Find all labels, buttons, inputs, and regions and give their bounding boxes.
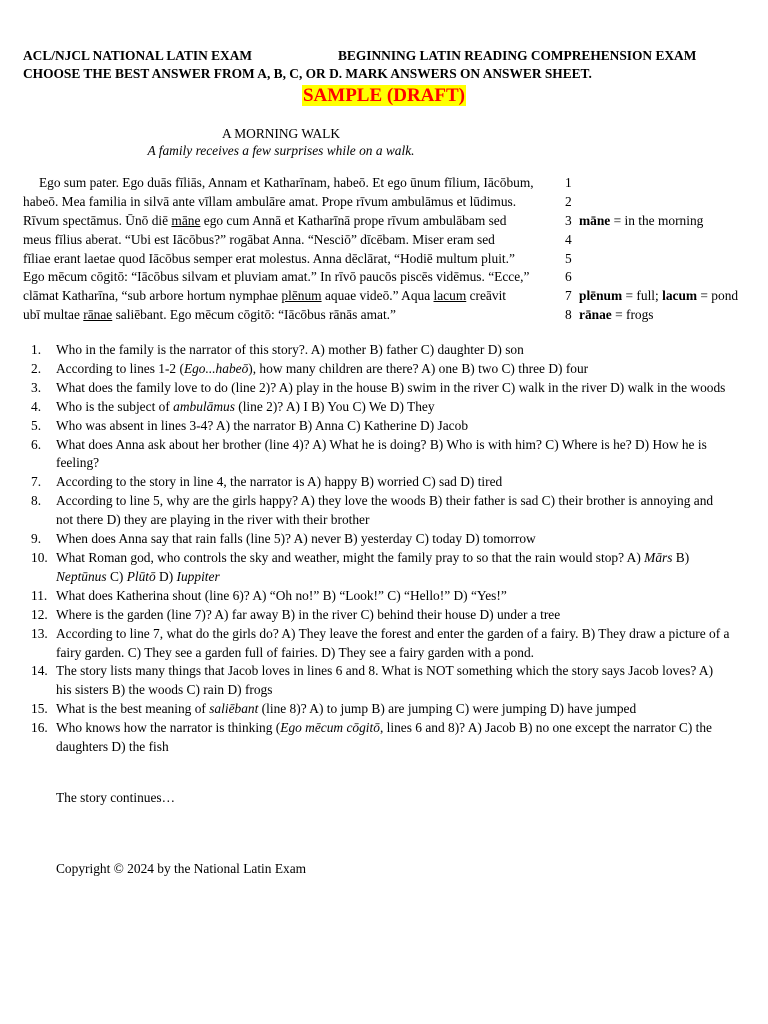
question-item — [31, 719, 731, 757]
text-segment: creāvit — [466, 288, 507, 304]
line-number: 5 — [565, 250, 572, 266]
gloss-definition: = pond — [697, 288, 739, 304]
question-number: 16. — [31, 720, 48, 736]
line-number: 6 — [565, 269, 572, 285]
question-item — [31, 341, 731, 360]
exam-instructions: CHOOSE THE BEST ANSWER FROM A, B, C, OR D. MARK ANSWERS ON ANSWER SHEET. — [23, 66, 592, 81]
sample-banner — [0, 84, 768, 108]
passage-text — [23, 287, 506, 306]
question-item — [31, 625, 731, 663]
question-item — [31, 662, 731, 700]
exam-organization-title: ACL/NJCL NATIONAL LATIN EXAM — [23, 48, 253, 63]
question-item — [31, 417, 731, 436]
question-number: 11. — [31, 587, 48, 603]
passage-text: fīliae erant laetae quod Iācōbus semper erat molestus. Anna dēclārat, “Hodiē multum pluit.” — [23, 250, 515, 266]
passage-text: Ego sum pater. Ego duās fīliās, Annam et Katharīnam, habeō. Et ego ūnum fīlium, Iācōbum, — [39, 175, 534, 190]
line-number: 7 — [565, 288, 572, 304]
latin-term: Mārs — [644, 549, 673, 565]
text-segment: D) — [155, 568, 177, 584]
question-item — [31, 436, 731, 474]
line-number: 3 — [565, 212, 572, 228]
question-number: 7. — [31, 474, 42, 490]
question-text: What does Anna ask about her brother (line 4)? A) What he is doing? B) Who is with him? C) Where is he? D) How he is feeling? — [56, 436, 707, 471]
question-text: Who in the family is the narrator of this story?. A) mother B) father C) daughter D) son — [56, 342, 524, 357]
glossed-word: lacum — [433, 288, 467, 304]
sample-draft-label: SAMPLE (DRAFT) — [302, 85, 466, 106]
question-item — [31, 606, 731, 625]
latin-term: saliēbant — [209, 701, 259, 717]
text-segment: ), how many children are there? A) one B) two C) three D) four — [248, 360, 589, 376]
question-item — [31, 492, 731, 530]
question-number: 15. — [31, 701, 48, 717]
text-segment: ego cum Annā et Katharīnā prope rīvum ambulābam sed — [200, 212, 507, 228]
gloss-term: rānae — [579, 307, 612, 323]
latin-term: ambulāmus — [173, 398, 235, 414]
text-segment: , lines 6 and 8)? A) Jacob B) no one except the narrator C) the daughters D) the fish — [56, 720, 712, 755]
vocabulary-gloss — [579, 306, 654, 325]
question-number: 8. — [31, 493, 42, 509]
text-segment: What Roman god, who controls the sky and weather, might the family pray to so that the rain would stop? A) — [56, 549, 645, 565]
line-number: 4 — [565, 231, 572, 247]
text-segment: (line 2)? A) I B) You C) We D) They — [234, 398, 435, 414]
passage-line — [23, 174, 763, 193]
text-segment: aquae videō.” Aqua — [321, 288, 434, 304]
question-text: The story lists many things that Jacob loves in lines 6 and 8. What is NOT something which the story says Jacob loves? A) his sisters B) the woods C) rain D) frogs — [56, 663, 714, 698]
passage-line — [23, 287, 763, 306]
text-segment: clāmat Katharīna, “sub arbore hortum nymphae — [23, 288, 282, 304]
question-text: Where is the garden (line 7)? A) far away B) in the river C) behind their house D) under a tree — [56, 606, 561, 622]
question-text: Who was absent in lines 3-4? A) the narrator B) Anna C) Katherine D) Jacob — [56, 417, 469, 433]
text-segment: (line 8)? A) to jump B) are jumping C) were jumping D) have jumped — [258, 701, 637, 717]
question-number: 9. — [31, 531, 42, 547]
line-number: 2 — [565, 193, 572, 209]
question-text — [56, 720, 712, 754]
question-item — [31, 587, 731, 606]
text-segment: Rīvum spectāmus. Ūnō diē — [23, 212, 172, 228]
question-text: What does the family love to do (line 2)? A) play in the house B) swim in the river C) walk in the river D) walk in the woods — [56, 379, 726, 395]
passage-line — [23, 268, 763, 287]
text-segment: saliēbant. Ego mēcum cōgitō: “Iācōbus rānās amat.” — [112, 307, 396, 323]
question-item — [31, 700, 731, 719]
latin-term: Plūtō — [126, 568, 156, 584]
question-number: 1. — [31, 342, 42, 357]
question-number: 10. — [31, 549, 48, 565]
gloss-term: lacum — [662, 288, 698, 304]
text-segment: ubī multae — [23, 307, 84, 323]
latin-term: Ego...habeō — [183, 360, 249, 376]
passage-line — [23, 306, 763, 325]
gloss-definition: = full; — [622, 288, 663, 304]
question-number: 12. — [31, 606, 48, 622]
gloss-term: māne — [579, 212, 611, 228]
gloss-definition: = in the morning — [610, 212, 704, 228]
question-number: 6. — [31, 436, 42, 452]
question-number: 4. — [31, 398, 42, 414]
question-text — [56, 361, 588, 376]
text-segment: B) — [672, 549, 690, 565]
question-list — [31, 341, 731, 757]
question-text — [56, 701, 636, 716]
gloss-term: plēnum — [579, 288, 623, 304]
vocabulary-gloss — [579, 212, 703, 231]
story-continues-note: The story continues… — [56, 790, 176, 805]
passage-line — [23, 250, 763, 269]
gloss-definition: = frogs — [611, 307, 654, 323]
question-number: 3. — [31, 379, 42, 395]
question-number: 13. — [31, 625, 48, 641]
passage-text: meus fīlius aberat. “Ubi est Iācōbus?” rogābat Anna. “Nesciō” dīcēbam. Miser eram sed — [23, 231, 495, 247]
passage-text: Ego mēcum cōgitō: “Iācōbus silvam et pluviam amat.” In rīvō paucōs piscēs vidēmus. “Ecce,” — [23, 269, 530, 285]
copyright-notice: Copyright © 2024 by the National Latin Exam — [56, 861, 307, 876]
passage-text — [23, 306, 396, 325]
text-segment: Who is the subject of — [56, 398, 174, 414]
story-title: A MORNING WALK — [221, 126, 341, 141]
question-text: When does Anna say that rain falls (line 5)? A) never B) yesterday C) today D) tomorrow — [56, 531, 536, 547]
question-item — [31, 530, 731, 549]
passage-text: habeō. Mea familia in silvā ante vīllam ambulāre amat. Prope rīvum ambulāmus et lūdimus. — [23, 193, 517, 209]
line-number: 8 — [565, 307, 572, 323]
passage-line — [23, 193, 763, 212]
question-item — [31, 549, 731, 587]
question-number: 5. — [31, 417, 42, 433]
text-segment: What is the best meaning of — [56, 701, 210, 717]
question-number: 2. — [31, 360, 42, 376]
exam-header-line — [23, 47, 753, 65]
question-text: According to line 7, what do the girls do? A) They leave the forest and enter the garden of a fairy. B) They draw a picture of a fairy garden. C) They see a garden full of fairies. D) They see a fairy garden with a pond. — [56, 625, 730, 660]
question-item — [31, 398, 731, 417]
glossed-word: plēnum — [281, 288, 322, 304]
latin-term: Neptūnus — [56, 568, 107, 584]
text-segment: Who knows how the narrator is thinking ( — [56, 720, 281, 736]
latin-passage — [23, 174, 763, 325]
question-item — [31, 379, 731, 398]
question-text: According to line 5, why are the girls happy? A) they love the woods B) their father is sad C) their brother is annoying and not there D) they are playing in the river with their brother — [56, 493, 714, 528]
question-item — [31, 473, 731, 492]
question-number: 14. — [31, 663, 48, 679]
vocabulary-gloss — [579, 287, 738, 306]
question-text: According to the story in line 4, the narrator is A) happy B) worried C) sad D) tired — [56, 474, 503, 490]
latin-term: Ego mēcum cōgitō — [280, 720, 380, 736]
text-segment: C) — [106, 568, 127, 584]
glossed-word: māne — [171, 212, 201, 228]
exam-type-title: BEGINNING LATIN READING COMPREHENSION EXAM — [338, 48, 697, 63]
passage-text — [23, 212, 506, 231]
text-segment: According to lines 1-2 ( — [56, 360, 184, 376]
question-text — [56, 550, 689, 584]
question-text: What does Katherina shout (line 6)? A) “Oh no!” B) “Look!” C) “Hello!” D) “Yes!” — [56, 587, 507, 603]
glossed-word: rānae — [83, 307, 113, 323]
question-item — [31, 360, 731, 379]
line-number: 1 — [565, 175, 572, 190]
story-subtitle: A family receives a few surprises while on a walk. — [147, 143, 415, 158]
passage-line — [23, 231, 763, 250]
latin-term: Iuppiter — [176, 568, 220, 584]
passage-line — [23, 212, 763, 231]
question-text — [56, 399, 435, 414]
